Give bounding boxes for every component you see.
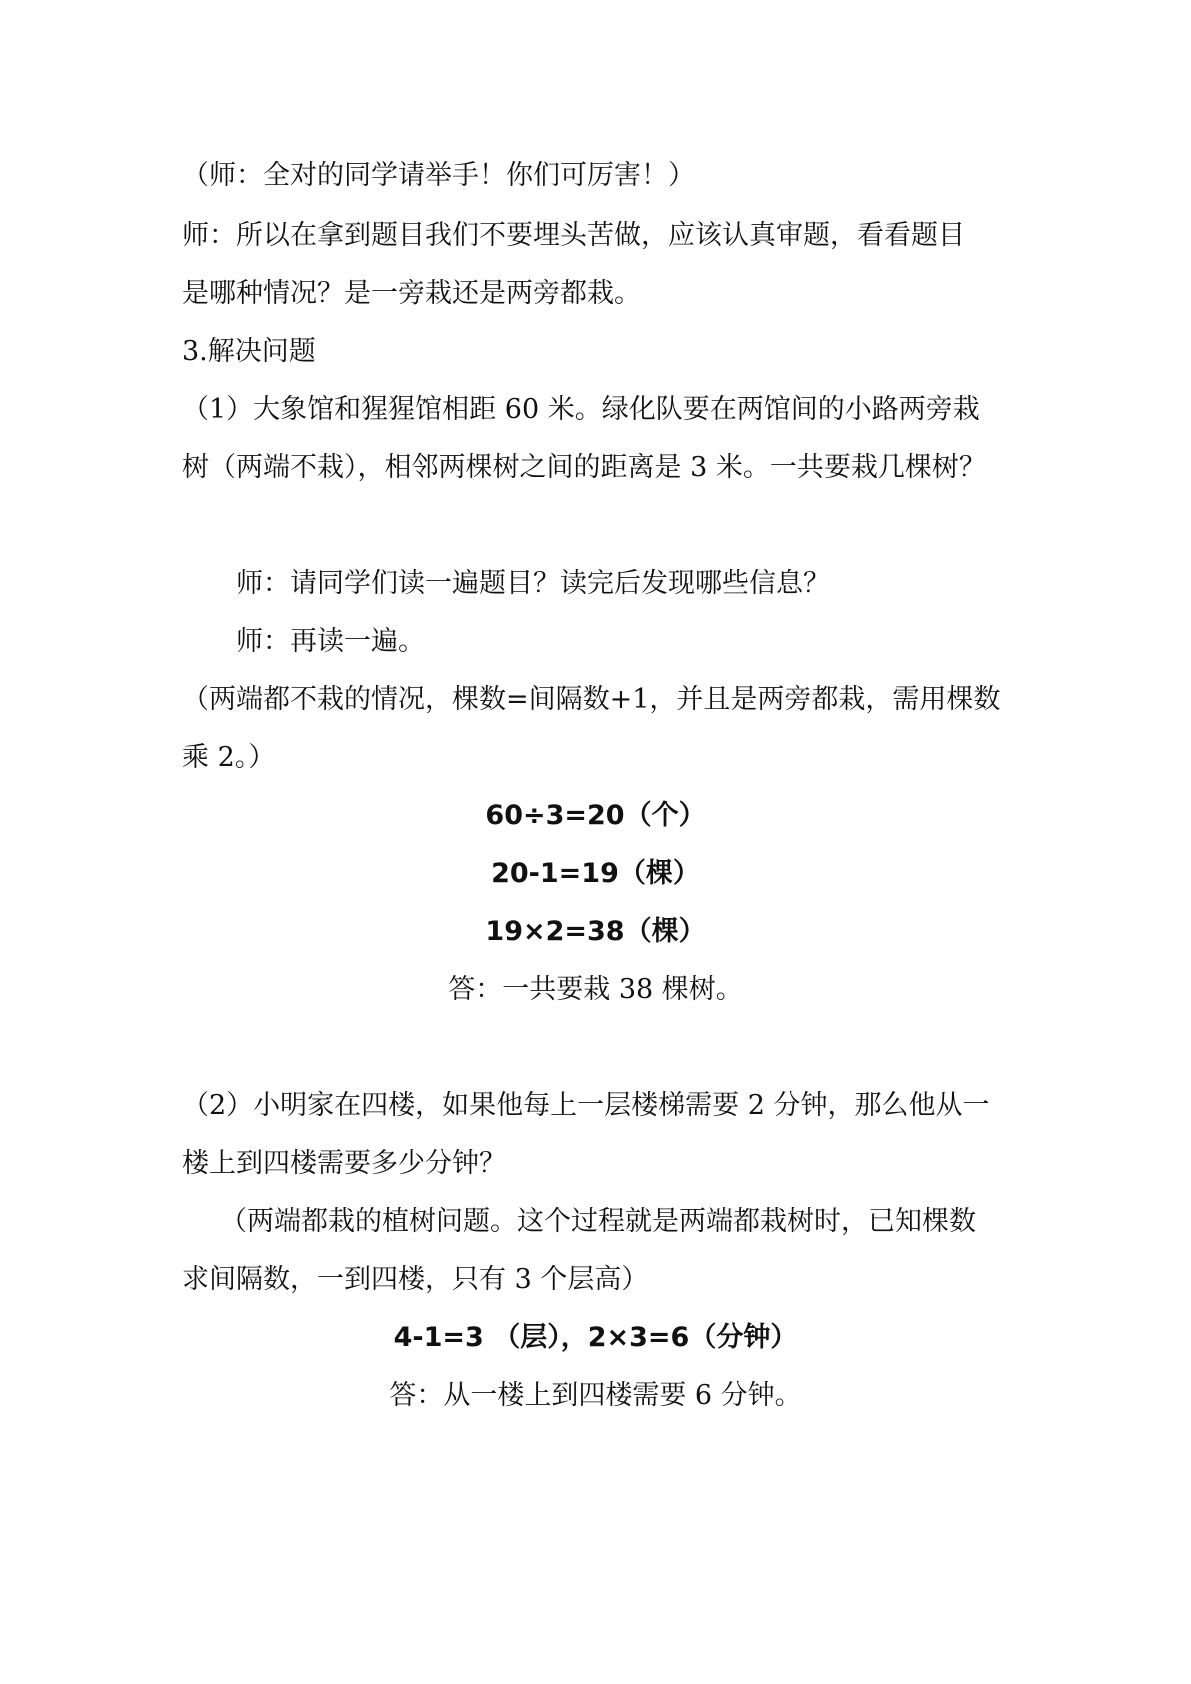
analysis-2-line-2: 求间隔数，一到四楼，只有 3 个层高） (182, 1264, 649, 1295)
analysis-1-line-1: （两端都不栽的情况，棵数=间隔数+1，并且是两旁都栽，需用棵数 (182, 684, 1001, 715)
analysis-2-line-1: （两端都栽的植树问题。这个过程就是两端都栽树时，已知棵数 (220, 1206, 976, 1237)
answer-2: 答：从一楼上到四楼需要 6 分钟。 (389, 1380, 802, 1411)
teacher-prompt-reread: 师：再读一遍。 (236, 626, 425, 657)
equation-1: 60÷3=20（个） (485, 800, 706, 831)
problem-1-line-1: （1）大象馆和猩猩馆相距 60 米。绿化队要在两馆间的小路两旁栽 (182, 394, 980, 425)
equation-2: 20-1=19（棵） (491, 858, 700, 889)
teacher-advice-line-1: 师：所以在拿到题目我们不要埋头苦做，应该认真审题，看看题目 (182, 220, 965, 251)
answer-1: 答：一共要栽 38 棵树。 (448, 974, 743, 1005)
teacher-prompt-read: 师：请同学们读一遍题目？读完后发现哪些信息？ (236, 568, 830, 599)
problem-1-line-2: 树（两端不栽），相邻两棵树之间的距离是 3 米。一共要栽几棵树？ (182, 452, 986, 483)
problem-2-line-1: （2）小明家在四楼，如果他每上一层楼梯需要 2 分钟，那么他从一 (182, 1090, 990, 1121)
equation-4: 4-1=3 （层），2×3=6（分钟） (393, 1322, 798, 1353)
equation-3: 19×2=38（棵） (485, 916, 706, 947)
section-heading: 3.解决问题 (182, 336, 316, 367)
analysis-1-line-2: 乘 2。） (182, 742, 276, 773)
teacher-praise-line: （师：全对的同学请举手！你们可厉害！） (182, 160, 695, 191)
problem-2-line-2: 楼上到四楼需要多少分钟？ (182, 1148, 506, 1179)
teacher-advice-line-2: 是哪种情况？是一旁栽还是两旁都栽。 (182, 278, 641, 309)
